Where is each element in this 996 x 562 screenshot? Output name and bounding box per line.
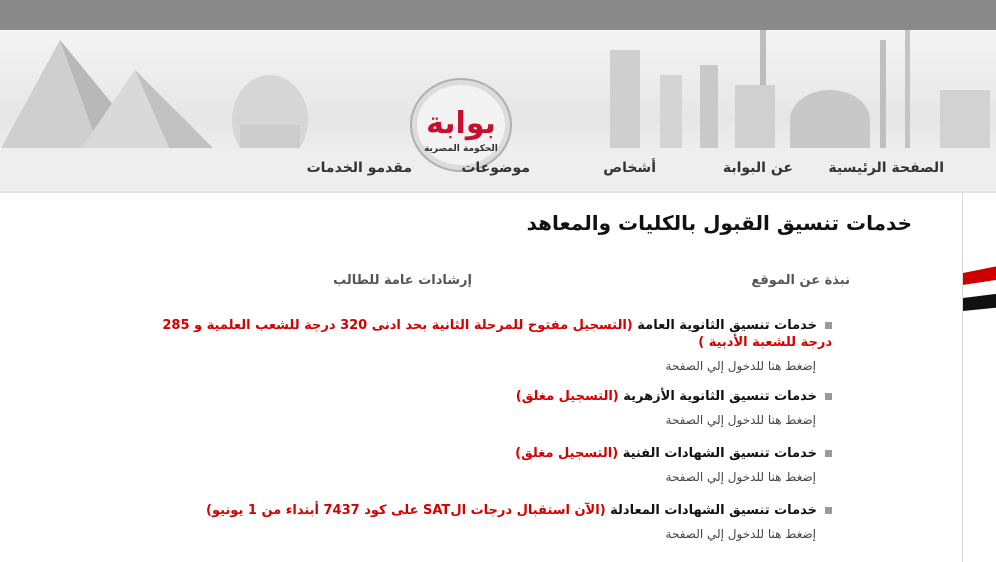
service-name[interactable]: خدمات تنسيق الشهادات المعادلة <box>610 503 817 518</box>
enter-page-link[interactable]: إضغط هنا للدخول إلي الصفحة <box>665 470 816 484</box>
bullet-icon <box>825 450 832 457</box>
enter-page-link[interactable]: إضغط هنا للدخول إلي الصفحة <box>665 413 816 427</box>
top-bar <box>0 0 996 30</box>
nav-service-providers[interactable]: مقدمو الخدمات <box>306 160 412 176</box>
service-name[interactable]: خدمات تنسيق الشهادات الفنية <box>622 446 817 461</box>
service-item <box>132 317 832 373</box>
bullet-icon <box>825 322 832 329</box>
header-banner <box>0 30 996 192</box>
service-name[interactable]: خدمات تنسيق الثانوية العامة <box>637 318 817 333</box>
bullet-icon <box>825 393 832 400</box>
enter-page-link[interactable]: إضغط هنا للدخول إلي الصفحة <box>665 527 816 541</box>
student-guidance-link[interactable]: إرشادات عامة للطالب <box>333 273 472 288</box>
enter-page-link[interactable]: إضغط هنا للدخول إلي الصفحة <box>665 359 816 373</box>
service-status: (التسجيل مغلق) <box>515 446 619 461</box>
nav-topics[interactable]: موضوعات <box>461 160 530 176</box>
page-title: خدمات تنسيق القبول بالكليات والمعاهد <box>526 211 912 235</box>
main-nav <box>0 160 996 184</box>
logo-main-text: بوابة <box>426 106 496 141</box>
flag-stripe-decoration <box>963 265 996 325</box>
service-item <box>132 445 832 484</box>
service-name[interactable]: خدمات تنسيق الثانوية الأزهرية <box>623 389 817 404</box>
service-item <box>132 502 832 541</box>
nav-home[interactable]: الصفحة الرئيسية <box>828 160 944 176</box>
service-status: (التسجيل مفتوح للمرحلة الثانية بحد ادنى 320 درجة للشعب العلمية و 285 درجة للشعبة الأدبية ) <box>162 318 832 350</box>
main-content <box>0 193 963 562</box>
service-status: (التسجيل مغلق) <box>515 389 619 404</box>
about-site-link[interactable]: نبذة عن الموقع <box>751 273 850 288</box>
logo-sub-text: الحكومة المصرية <box>424 144 498 154</box>
egypt-portal-logo[interactable] <box>408 77 514 173</box>
nav-people[interactable]: أشخاص <box>603 160 656 176</box>
bullet-icon <box>825 507 832 514</box>
service-status: (الآن استقبال درجات الSAT على كود 7437 أبتداء من 1 يونيو) <box>206 503 606 518</box>
nav-about[interactable]: عن البوابة <box>722 160 793 176</box>
service-item <box>132 388 832 427</box>
